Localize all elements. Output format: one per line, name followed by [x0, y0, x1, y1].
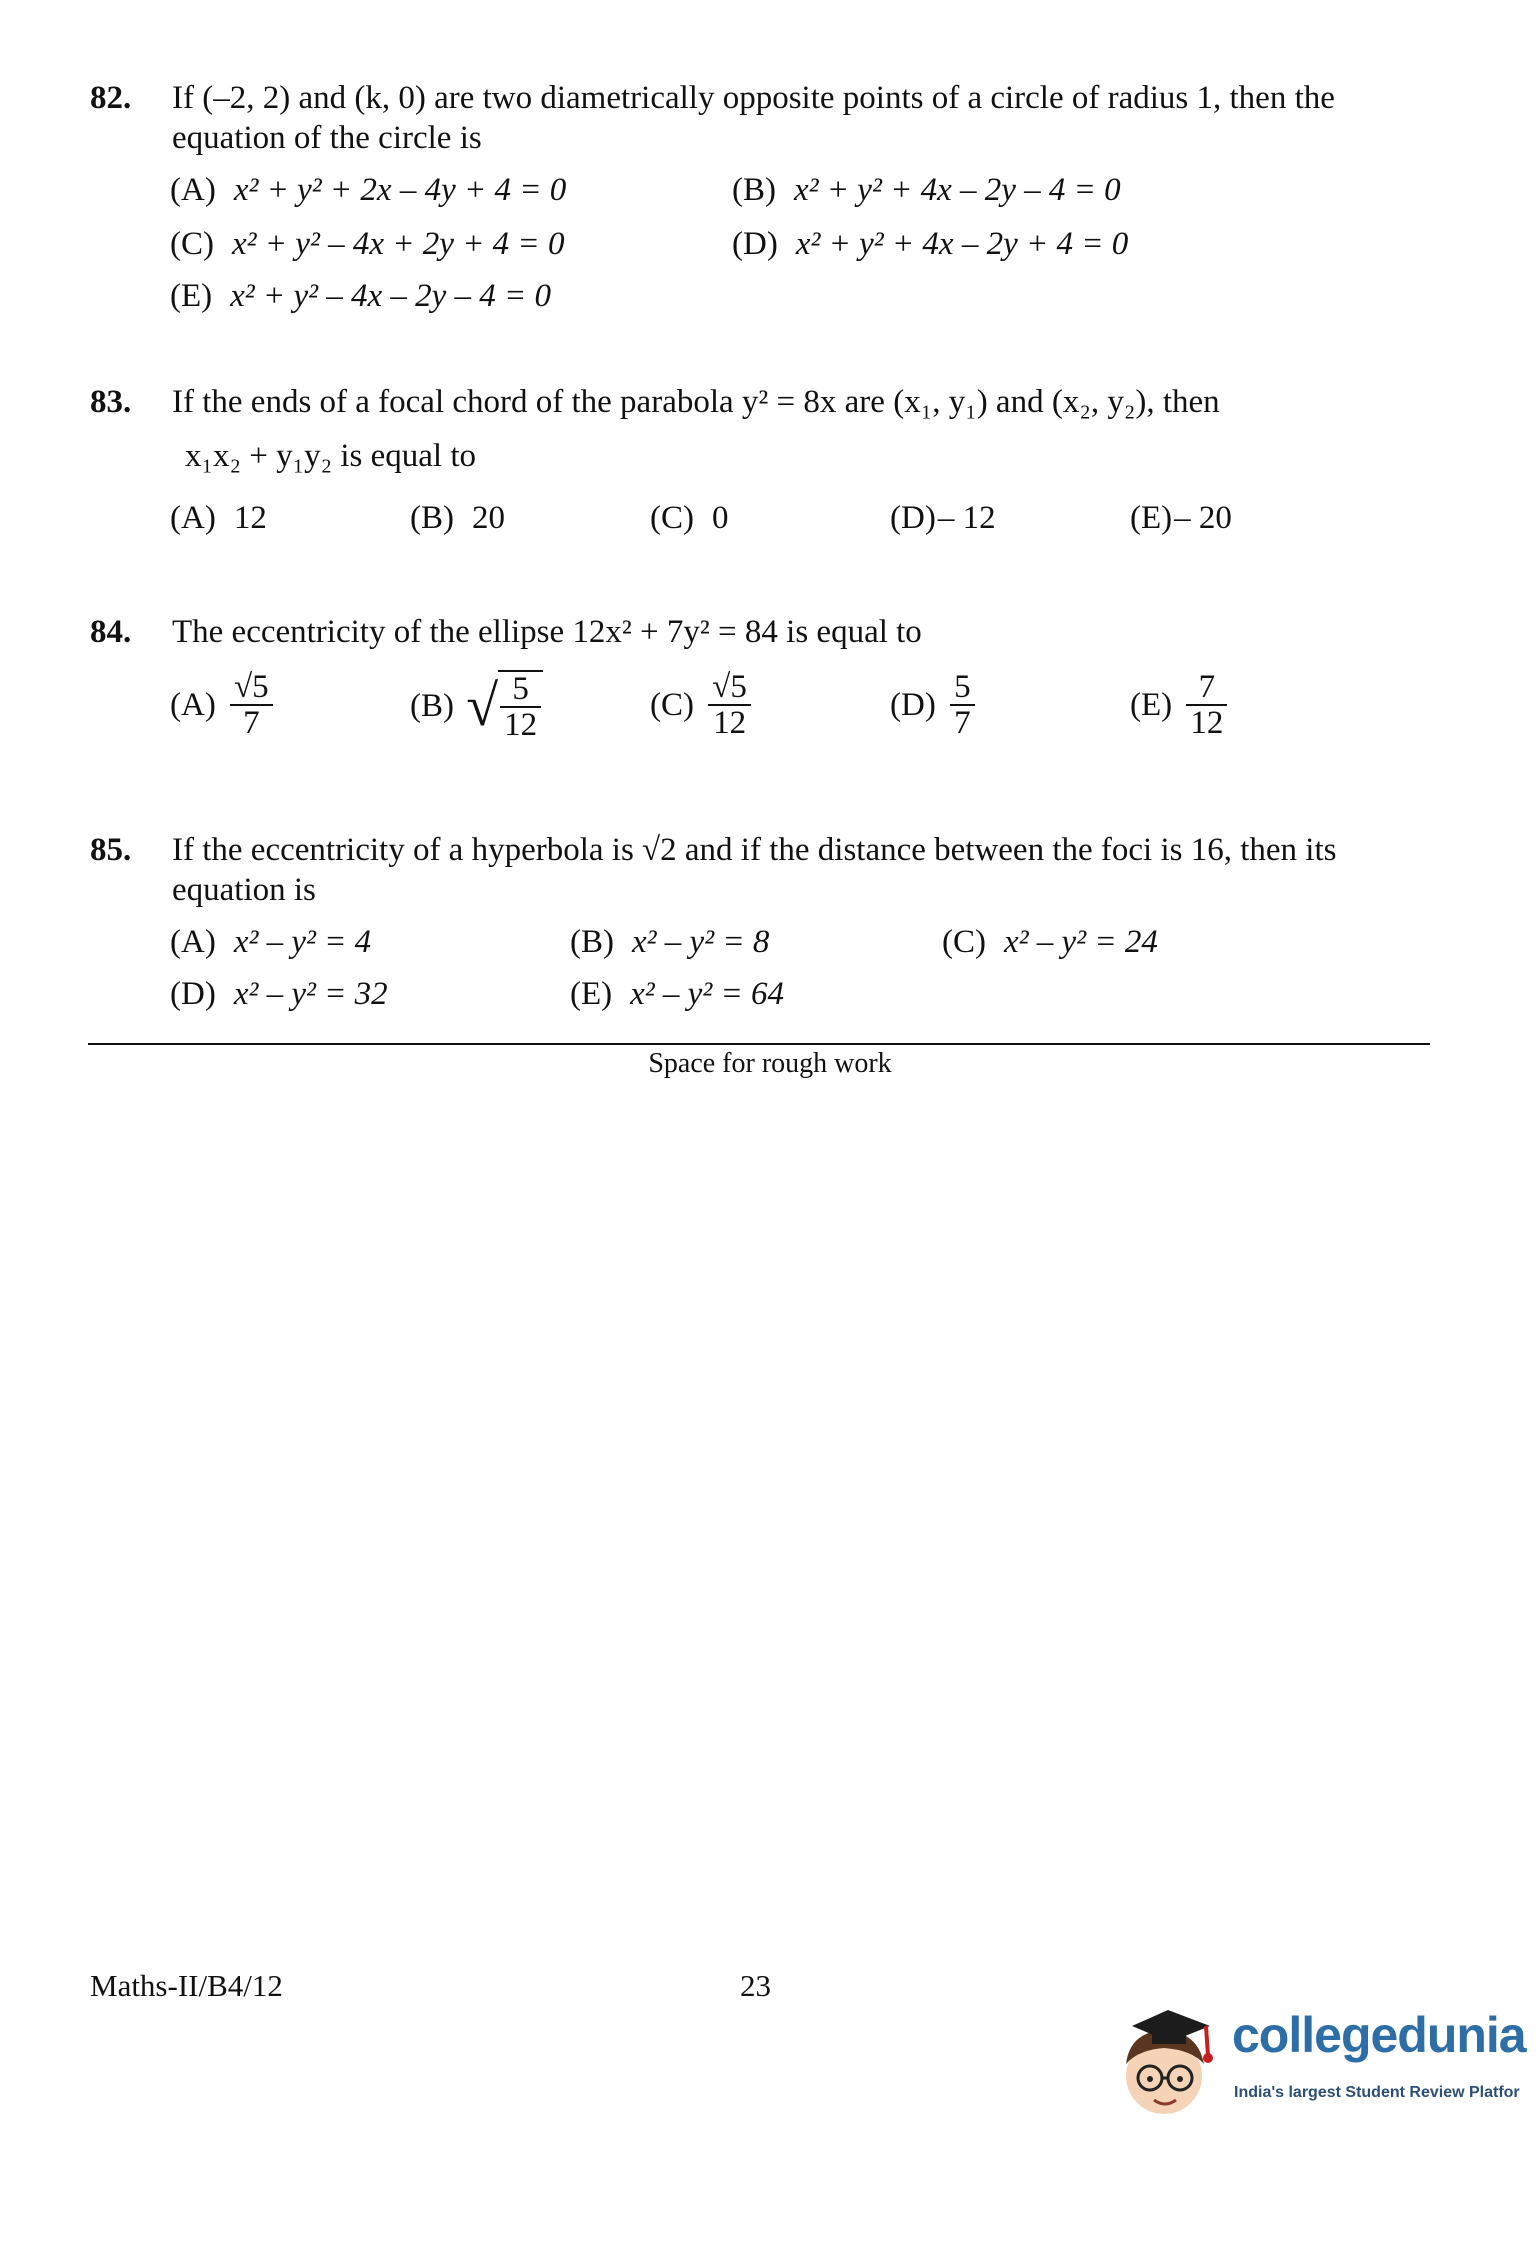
- option-value: 20: [472, 500, 505, 536]
- fraction: [950, 670, 975, 740]
- option-value: 0: [712, 500, 729, 536]
- option-82-c: [170, 226, 564, 263]
- option-label: (C): [170, 226, 214, 262]
- option-84-a: [170, 670, 273, 740]
- option-85-d: [170, 976, 388, 1013]
- option-label: (E): [570, 976, 613, 1012]
- denominator: 7: [954, 705, 971, 741]
- denominator: 12: [1190, 705, 1224, 741]
- option-value: – 20: [1174, 500, 1232, 536]
- square-root-sign: √: [466, 673, 499, 738]
- divider-line: [88, 1043, 1430, 1045]
- option-value: 12: [233, 500, 267, 536]
- option-82-a: [170, 172, 566, 209]
- option-83-d: [890, 500, 996, 537]
- option-82-e: [170, 278, 551, 315]
- option-label: (A): [170, 924, 216, 960]
- fraction: [498, 670, 543, 742]
- option-83-e: [1130, 500, 1232, 537]
- fraction: [230, 670, 273, 740]
- rough-work-label: Space for rough work: [648, 1048, 892, 1079]
- option-value: x² – y² = 32: [233, 976, 388, 1012]
- option-value: – 12: [937, 500, 996, 536]
- option-value: x² + y² + 4x – 2y – 4 = 0: [794, 172, 1121, 208]
- option-label: (B): [732, 172, 776, 208]
- question-number: 82.: [90, 80, 132, 116]
- option-label: (E): [1130, 500, 1173, 536]
- question-85: [90, 830, 1440, 910]
- option-label: (D): [732, 226, 778, 262]
- numerator: 5: [500, 672, 541, 708]
- option-label: (B): [410, 687, 454, 724]
- option-83-a: [170, 500, 267, 537]
- denominator: 7: [243, 705, 260, 741]
- numerator: 7: [1186, 670, 1227, 706]
- question-84: [90, 612, 1440, 652]
- option-value: x² + y² – 4x + 2y + 4 = 0: [232, 226, 565, 262]
- option-84-b: [410, 670, 543, 742]
- question-text-line2: x₁x₂ + y₁y₂ is equal to: [185, 438, 477, 474]
- denominator: 12: [713, 705, 747, 741]
- option-83-c: [650, 500, 729, 537]
- option-value: x² + y² + 2x – 4y + 4 = 0: [233, 172, 567, 208]
- page-number: 23: [740, 1968, 771, 2003]
- denominator: 12: [504, 707, 538, 743]
- option-85-e: [570, 976, 784, 1013]
- option-value: x² – y² = 8: [632, 924, 770, 960]
- option-label: (C): [942, 924, 986, 960]
- option-label: (B): [570, 924, 614, 960]
- fraction: [1186, 670, 1227, 740]
- question-82: [90, 78, 1440, 158]
- question-text: The eccentricity of the ellipse 12x² + 7y² = 84 is equal to: [172, 614, 922, 650]
- option-value: x² – y² = 24: [1004, 924, 1158, 960]
- option-label: (C): [650, 686, 694, 723]
- option-value: x² – y² = 4: [233, 924, 372, 960]
- option-label: (E): [1130, 686, 1173, 723]
- mascot-icon: [1112, 2002, 1224, 2120]
- option-84-c: [650, 670, 751, 740]
- option-84-d: [890, 670, 975, 740]
- option-label: (A): [170, 172, 216, 208]
- option-value: x² + y² + 4x – 2y + 4 = 0: [795, 226, 1129, 262]
- option-label: (D): [890, 500, 936, 536]
- option-label: (D): [890, 686, 936, 723]
- option-label: (A): [170, 500, 216, 536]
- option-label: (A): [170, 686, 216, 723]
- option-82-b: [732, 172, 1121, 209]
- collegedunia-watermark: [1112, 2002, 1532, 2120]
- brand-name: collegedunia: [1232, 2007, 1526, 2063]
- option-82-d: [732, 226, 1128, 263]
- option-85-c: [942, 924, 1158, 961]
- option-84-e: [1130, 670, 1227, 740]
- question-83: [90, 382, 1440, 476]
- numerator: 5: [950, 670, 975, 706]
- option-label: (B): [410, 500, 454, 536]
- question-text-line1: If the ends of a focal chord of the parabola y² = 8x are (x₁, y₁) and (x₂, y₂), then: [172, 384, 1220, 420]
- question-number: 85.: [90, 832, 132, 868]
- numerator: √5: [230, 670, 273, 706]
- question-text: If the eccentricity of a hyperbola is √2 and if the distance between the foci is 16, then its equation is: [172, 832, 1337, 908]
- question-number: 84.: [90, 614, 132, 650]
- option-label: (C): [650, 500, 694, 536]
- question-number: 83.: [90, 384, 132, 420]
- option-label: (E): [170, 278, 213, 314]
- option-value: x² – y² = 64: [630, 976, 784, 1012]
- option-value: x² + y² – 4x – 2y – 4 = 0: [230, 278, 552, 314]
- numerator: √5: [708, 670, 751, 706]
- paper-code: Maths-II/B4/12: [90, 1968, 283, 2003]
- option-label: (D): [170, 976, 216, 1012]
- option-85-b: [570, 924, 769, 961]
- question-text: If (–2, 2) and (k, 0) are two diametrically opposite points of a circle of radius 1, then the equation of the circle is: [172, 80, 1335, 156]
- option-83-b: [410, 500, 505, 537]
- brand-tagline: India's largest Student Review Platfor: [1234, 2084, 1520, 2101]
- fraction: [708, 670, 751, 740]
- option-85-a: [170, 924, 371, 961]
